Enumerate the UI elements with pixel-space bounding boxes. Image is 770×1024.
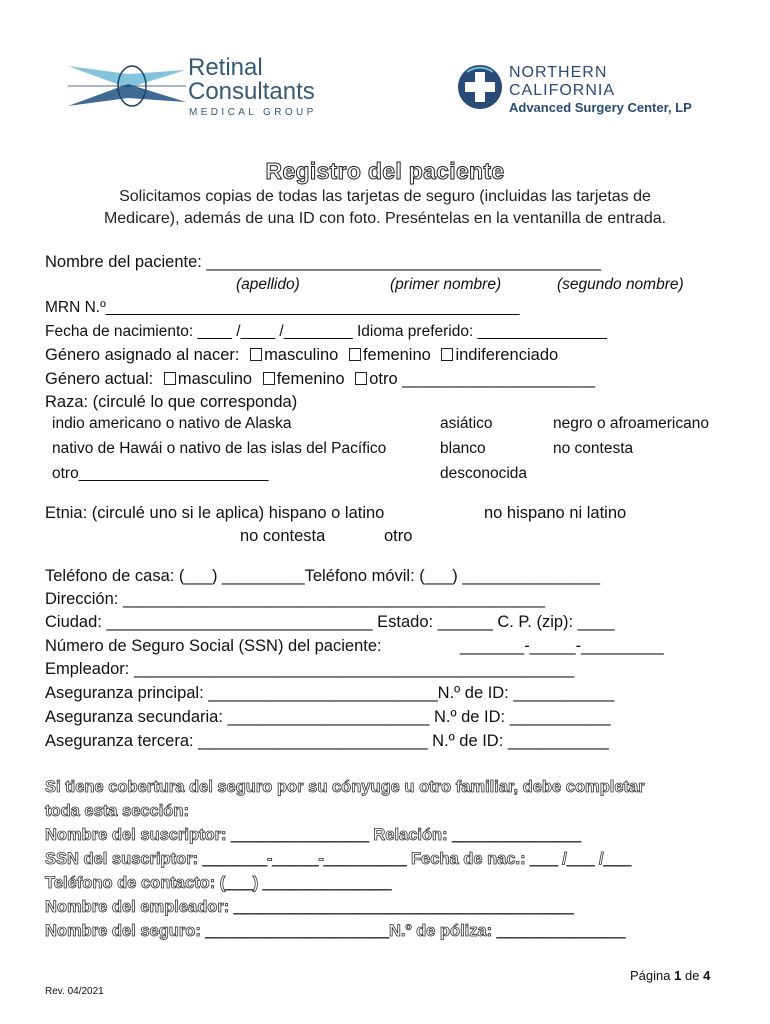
spouse-section-heading: Si tiene cobertura del seguro por su cónyuge u otro familiar, debe completar (45, 778, 645, 796)
race-option[interactable]: nativo de Hawái o nativo de las islas del Pacífico (52, 440, 387, 457)
primary-insurance-field[interactable]: Aseguranza principal: _________________________N.º de ID: ___________ (45, 684, 615, 702)
race-option[interactable]: asiático (440, 415, 493, 432)
label-segundo-nombre: (segundo nombre) (557, 276, 684, 293)
dob-language-field[interactable]: Fecha de nacimiento: ____ /____ /________ Idioma preferido: _______________ (45, 323, 607, 340)
logo-left-line1: Retinal (188, 54, 263, 81)
gender-assigned-label: Género asignado al nacer: (45, 346, 240, 364)
race-option-otro[interactable]: otro______________________ (52, 465, 269, 482)
ssn-label: Número de Seguro Social (SSN) del paciente: (45, 637, 382, 655)
logo-left-line3: MEDICAL GROUP (189, 107, 317, 118)
eye-lens-icon (68, 60, 186, 112)
ethnicity-option[interactable]: no hispano ni latino (484, 504, 627, 522)
address-field[interactable]: Dirección: ______________________________________________ (45, 590, 546, 608)
checkbox-assigned-indiferenciado[interactable] (441, 348, 453, 361)
intro-line-2: Medicare), además de una ID con foto. Preséntelas en la ventanilla de entrada. (103, 210, 667, 227)
gender-current-label: Género actual: (45, 370, 154, 388)
label-primer-nombre: (primer nombre) (390, 276, 502, 293)
intro-line-1: Solicitamos copias de todas las tarjetas de seguro (incluidas las tarjetas de (119, 188, 651, 205)
gender-assigned-row (45, 346, 558, 365)
logo-right-line2: CALIFORNIA (509, 82, 616, 99)
page-of: de (684, 968, 700, 983)
option-current-otro: otro _____________________ (369, 370, 595, 388)
checkbox-current-otro[interactable] (355, 372, 367, 385)
insurance-name-field[interactable]: Nombre del seguro: ____________________N.º de póliza: ______________ (45, 922, 626, 940)
revision-date: Rev. 04/2021 (45, 986, 104, 997)
subscriber-ssn-field[interactable]: SSN del suscriptor: _______-_____-_________ Fecha de nac.: ___ /___ /___ (45, 850, 632, 868)
option-current-masculino: masculino (177, 370, 253, 388)
race-option[interactable]: indio americano o nativo de Alaska (52, 415, 292, 432)
city-state-zip-field[interactable]: Ciudad: _____________________________ Estado: ______ C. P. (zip): ____ (45, 613, 615, 631)
label-apellido: (apellido) (236, 276, 300, 293)
checkbox-current-femenino[interactable] (263, 372, 275, 385)
page-number (630, 968, 710, 983)
ethnicity-label[interactable]: Etnia: (circulé uno si le aplica) hispano o latino (45, 504, 385, 522)
page-prefix: Página (630, 968, 671, 983)
medical-cross-icon (457, 64, 503, 110)
tertiary-insurance-field[interactable]: Aseguranza tercera: _________________________ N.º de ID: ___________ (45, 732, 609, 750)
checkbox-current-masculino[interactable] (164, 372, 176, 385)
option-assigned-femenino: femenino (362, 346, 431, 364)
contact-phone-field[interactable]: Teléfono de contacto: (___) ______________ (45, 874, 392, 892)
page-current: 1 (674, 968, 682, 983)
option-current-femenino: femenino (276, 370, 345, 388)
ethnicity-option[interactable]: otro (384, 527, 413, 545)
employer-field[interactable]: Empleador: ________________________________________________ (45, 660, 575, 678)
mrn-field[interactable]: MRN N.º________________________________________________ (45, 299, 520, 316)
secondary-insurance-field[interactable]: Aseguranza secundaria: ______________________ N.º de ID: ___________ (45, 708, 611, 726)
ssn-field[interactable]: _______-_____-_________ (460, 637, 664, 655)
logo-right-line1: NORTHERN (509, 64, 608, 81)
option-assigned-masculino: masculino (264, 346, 339, 364)
logo-right-line3: Advanced Surgery Center, LP (509, 100, 692, 115)
employer-name-field[interactable]: Nombre del empleador: _____________________________________ (45, 898, 574, 916)
race-option[interactable]: desconocida (440, 465, 528, 482)
checkbox-assigned-femenino[interactable] (349, 348, 361, 361)
page-title: Registro del paciente (265, 158, 505, 184)
gender-current-row (45, 370, 595, 389)
subscriber-field[interactable]: Nombre del suscriptor: _______________ Relación: ______________ (45, 826, 581, 844)
race-option[interactable]: blanco (440, 440, 486, 457)
northern-california-logo (457, 62, 717, 122)
spouse-section-heading-2: toda esta sección: (45, 802, 189, 820)
logo-left-line2: Consultants (188, 78, 315, 105)
race-option[interactable]: no contesta (553, 440, 634, 457)
patient-name-field[interactable]: Nombre del paciente: ___________________________________________ (45, 253, 602, 271)
race-option[interactable]: negro o afroamericano (553, 415, 709, 432)
phone-field[interactable]: Teléfono de casa: (___) _________Teléfono móvil: (___) _______________ (45, 567, 601, 585)
page-total: 4 (703, 968, 711, 983)
ethnicity-option[interactable]: no contesta (240, 527, 326, 545)
retinal-consultants-logo (68, 52, 328, 122)
option-assigned-indiferenciado: indiferenciado (455, 346, 559, 364)
checkbox-assigned-masculino[interactable] (250, 348, 262, 361)
race-label: Raza: (circulé lo que corresponda) (45, 393, 298, 411)
